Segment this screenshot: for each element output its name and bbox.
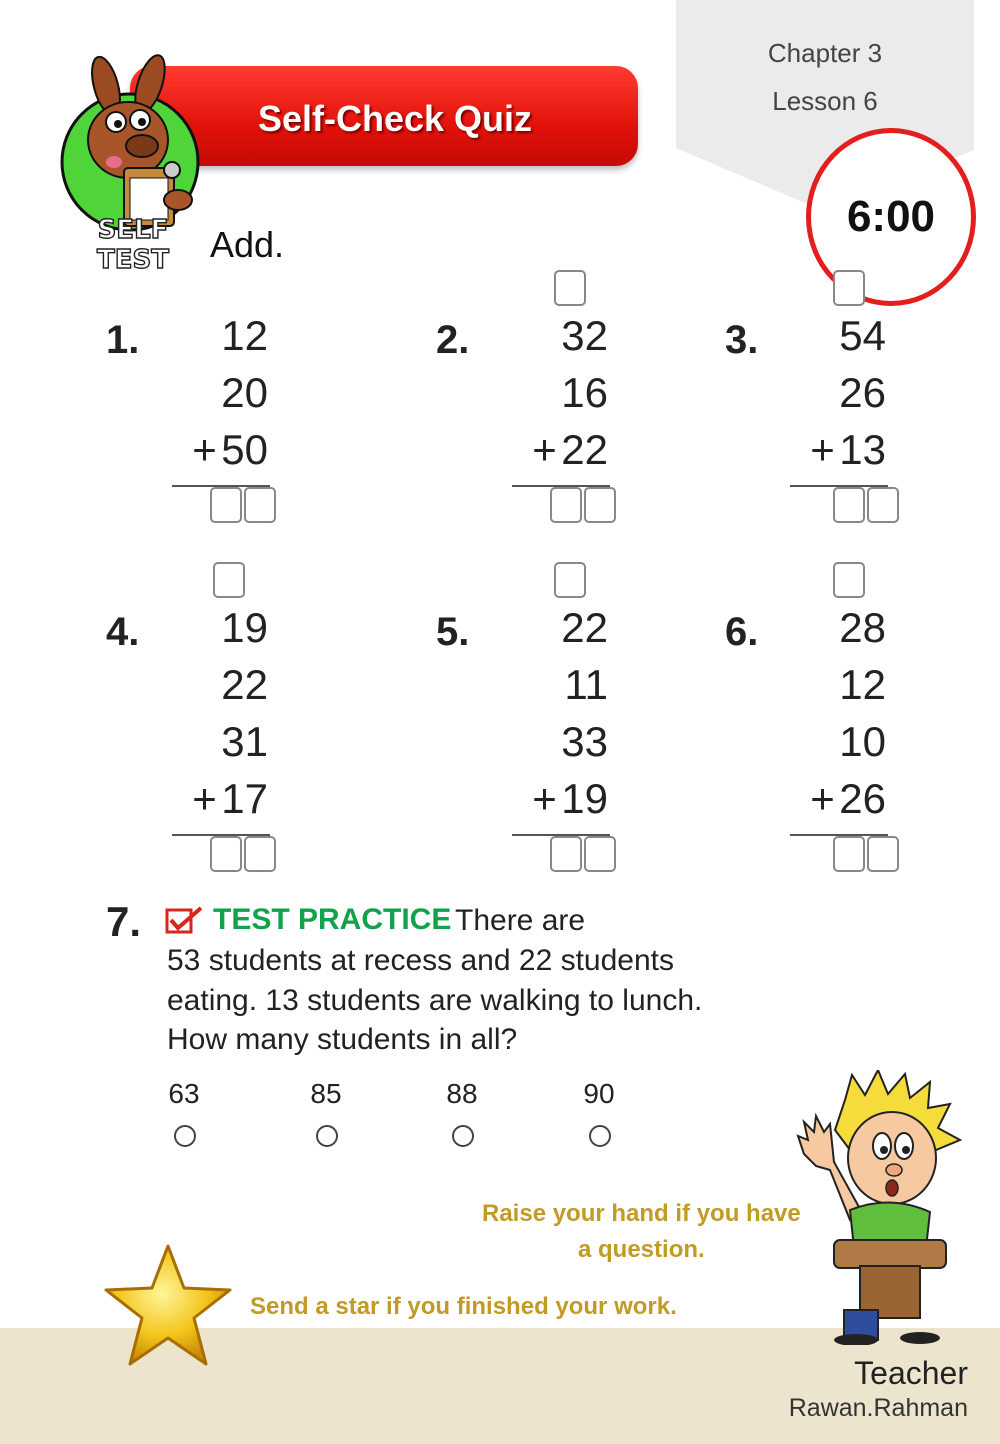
option-radio-88[interactable]: [452, 1125, 474, 1147]
addend-row: [776, 775, 886, 823]
self-test-badge-line2: TEST: [97, 245, 169, 275]
addend-value: 10: [839, 718, 886, 765]
carry-answer-box[interactable]: [554, 562, 586, 598]
plus-sign: +: [532, 426, 557, 473]
timer-value: 6:00: [846, 192, 936, 241]
answer-tens-box[interactable]: [550, 836, 582, 872]
addend-value: 12: [839, 661, 886, 708]
problem-number: 4.: [106, 610, 140, 654]
question-7-number: 7.: [106, 898, 142, 945]
addend-value: 19: [561, 775, 608, 822]
test-practice-heading: TEST PRACTICE: [213, 903, 452, 936]
addend-row: [776, 661, 886, 709]
problem-number: 1.: [106, 318, 140, 362]
addend-row: [158, 661, 268, 709]
addend-row: [158, 775, 268, 823]
answer-ones-box[interactable]: [244, 836, 276, 872]
addend-value: 26: [839, 775, 886, 822]
option-label: 88: [446, 1078, 478, 1109]
answer-tens-box[interactable]: [550, 487, 582, 523]
self-test-badge-line1: SELF: [97, 215, 169, 245]
addend-row: [776, 426, 886, 474]
carry-answer-box[interactable]: [833, 562, 865, 598]
addend-row: [498, 426, 608, 474]
timer: [806, 128, 976, 306]
option-label: 90: [583, 1078, 615, 1109]
carry-answer-box[interactable]: [213, 562, 245, 598]
option-label: 85: [310, 1078, 342, 1109]
addend-row: [498, 604, 608, 652]
lesson-label: Lesson 6: [772, 86, 878, 116]
addend-row: [158, 604, 268, 652]
answer-ones-box[interactable]: [244, 487, 276, 523]
addend-value: 33: [561, 718, 608, 765]
teacher-name: Rawan.Rahman: [788, 1394, 968, 1422]
answer-ones-box[interactable]: [867, 487, 899, 523]
teacher-label: Teacher: [854, 1355, 968, 1391]
addend-value: 31: [221, 718, 268, 765]
raising-hand-boy-icon[interactable]: [790, 1070, 975, 1345]
addend-value: 28: [839, 604, 886, 651]
answer-ones-box[interactable]: [584, 487, 616, 523]
option-radio-90[interactable]: [589, 1125, 611, 1147]
chapter-label: Chapter 3: [767, 38, 883, 68]
addend-value: 16: [561, 369, 608, 416]
self-test-mascot-icon: [58, 50, 208, 275]
send-star-note: Send a star if you finished your work.: [250, 1293, 677, 1320]
addend-row: [776, 604, 886, 652]
addend-value: 17: [221, 775, 268, 822]
addend-row: [158, 312, 268, 360]
answer-ones-box[interactable]: [584, 836, 616, 872]
addend-row: [498, 775, 608, 823]
carry-answer-box[interactable]: [554, 270, 586, 306]
addend-value: 22: [561, 604, 608, 651]
addend-row: [776, 369, 886, 417]
addend-value: 12: [221, 312, 268, 359]
question-7-line: eating. 13 students are walking to lunch.: [167, 984, 703, 1017]
addend-row: [158, 369, 268, 417]
option-radio-85[interactable]: [316, 1125, 338, 1147]
addend-row: [776, 718, 886, 766]
addend-row: [498, 369, 608, 417]
addend-value: 54: [839, 312, 886, 359]
option-radio-63[interactable]: [174, 1125, 196, 1147]
addend-value: 11: [564, 661, 608, 708]
carry-answer-box[interactable]: [833, 270, 865, 306]
addend-row: [498, 661, 608, 709]
addend-row: [158, 426, 268, 474]
option-label: 63: [168, 1078, 200, 1109]
addend-value: 26: [839, 369, 886, 416]
addend-value: 19: [221, 604, 268, 651]
addend-value: 22: [221, 661, 268, 708]
answer-tens-box[interactable]: [833, 836, 865, 872]
answer-tens-box[interactable]: [210, 487, 242, 523]
addend-row: [776, 312, 886, 360]
answer-tens-box[interactable]: [833, 487, 865, 523]
addend-row: [498, 312, 608, 360]
star-icon[interactable]: [100, 1242, 236, 1372]
problem-number: 3.: [725, 318, 759, 362]
answer-ones-box[interactable]: [867, 836, 899, 872]
plus-sign: +: [810, 775, 835, 822]
plus-sign: +: [192, 426, 217, 473]
addend-row: [158, 718, 268, 766]
instruction: Add.: [210, 224, 285, 265]
problem-number: 6.: [725, 610, 759, 654]
addend-value: 20: [221, 369, 268, 416]
raise-hand-note: Raise your hand if you have: [482, 1200, 801, 1227]
addend-value: 50: [221, 426, 268, 473]
problem-number: 2.: [436, 318, 470, 362]
addend-value: 32: [561, 312, 608, 359]
plus-sign: +: [810, 426, 835, 473]
problem-number: 5.: [436, 610, 470, 654]
plus-sign: +: [532, 775, 557, 822]
addend-row: [498, 718, 608, 766]
quiz-title: Self-Check Quiz: [257, 98, 533, 139]
addend-value: 22: [561, 426, 608, 473]
question-7-line: 53 students at recess and 22 students: [167, 944, 674, 977]
raise-hand-note-line2: a question.: [578, 1236, 705, 1263]
question-7-line: How many students in all?: [167, 1023, 518, 1056]
plus-sign: +: [192, 775, 217, 822]
test-practice-icon: [165, 906, 205, 934]
answer-tens-box[interactable]: [210, 836, 242, 872]
question-7-lead: There are: [455, 904, 586, 937]
addend-value: 13: [839, 426, 886, 473]
